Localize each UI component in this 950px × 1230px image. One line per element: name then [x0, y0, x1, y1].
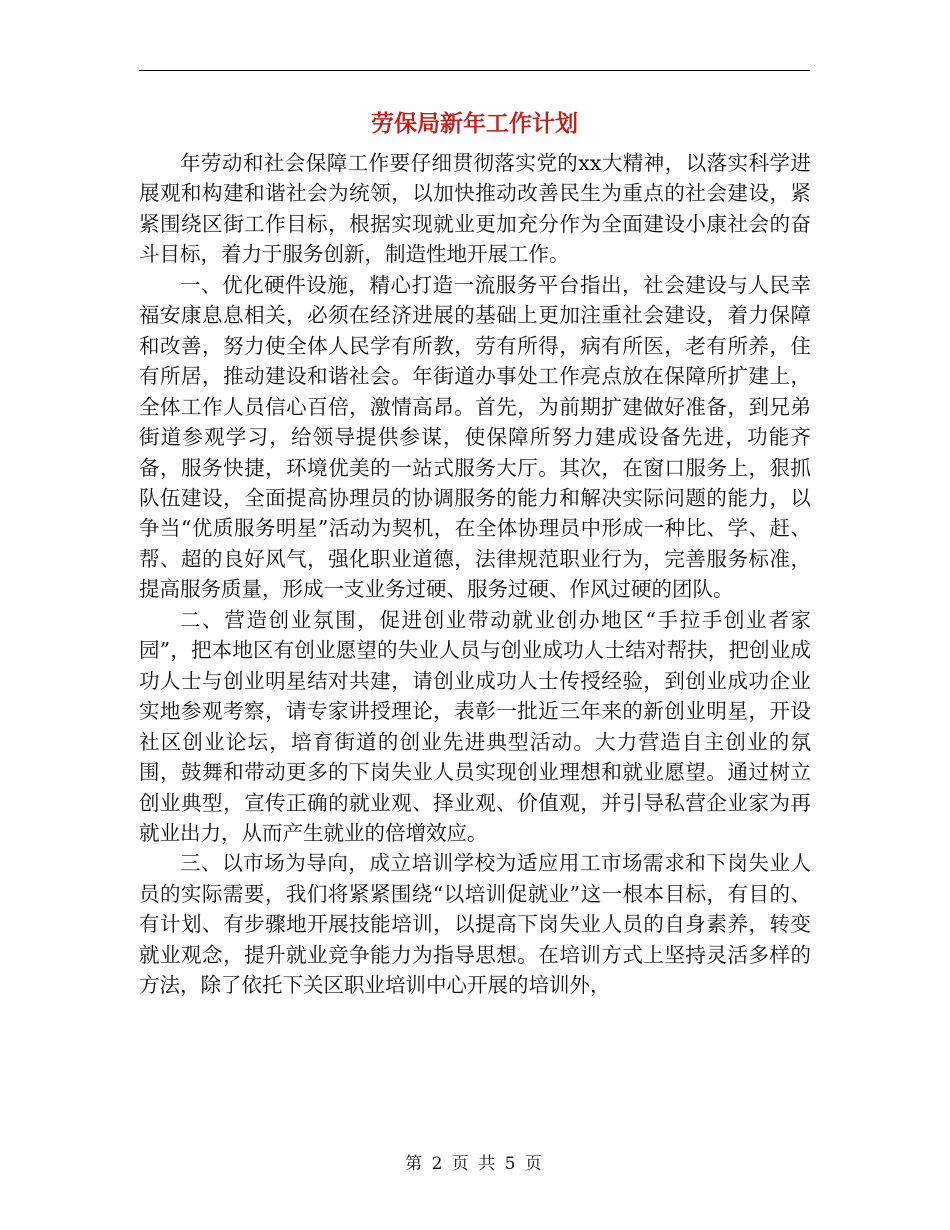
paragraph-section-1: 一、优化硬件设施，精心打造一流服务平台指出，社会建设与人民幸福安康息息相关，必须在经济进展的基础上更加注重社会建设，着力保障和改善，努力使全体人民学有所教，劳有所得，病有所医，老有所养，住有所居，推动建设和谐社会。年街道办事处工作亮点放在保障所扩建上，全体工作人员信心百倍，激情高昂。首先，为前期扩建做好准备，到兄弟街道参观学习，给领导提供参谋，使保障所努力建成设备先进，功能齐备，服务快捷，环境优美的一站式服务大厅。其次，在窗口服务上，狠抓队伍建设，全面提高协理员的协调服务的能力和解决实际问题的能力，以争当“优质服务明星”活动为契机，在全体协理员中形成一种比、学、赶、帮、超的良好风气，强化职业道德，法律规范职业行为，完善服务标准，提高服务质量，形成一支业务过硬、服务过硬、作风过硬的团队。	[139, 272, 811, 602]
paragraph-section-3: 三、以市场为导向，成立培训学校为适应用工市场需求和下岗失业人员的实际需要，我们将紧紧围绕“以培训促就业”这一根本目标，有目的、有计划、有步骤地开展技能培训，以提高下岗失业人员的自身素养，转变就业观念，提升就业竞争能力为指导思想。在培训方式上坚持灵活多样的方法，除了依托下关区职业培训中心开展的培训外，	[139, 851, 811, 998]
page-number-footer: 第 2 页 共 5 页	[405, 1154, 544, 1174]
paragraph-section-2: 二、营造创业氛围，促进创业带动就业创办地区“手拉手创业者家园”，把本地区有创业愿望的失业人员与创业成功人士结对帮扶，把创业成功人士与创业明星结对共建，请创业成功人士传授经验，到创业成功企业实地参观考察，请专家讲授理论，表彰一批近三年来的新创业明星，开设社区创业论坛，培育街道的创业先进典型活动。大力营造自主创业的氛围，鼓舞和带动更多的下岗失业人员实现创业理想和就业愿望。通过树立创业典型，宣传正确的就业观、择业观、价值观，并引导私营企业家为再就业出力，从而产生就业的倍增效应。	[139, 607, 811, 845]
header-rule	[139, 70, 810, 71]
document-title: 劳保局新年工作计划	[371, 111, 578, 137]
paragraph-intro: 年劳动和社会保障工作要仔细贯彻落实党的xx大精神，以落实科学进展观和构建和谐社会为统领，以加快推动改善民生为重点的社会建设，紧紧围绕区街工作目标，根据实现就业更加充分作为全面建设小康社会的奋斗目标，着力于服务创新，制造性地开展工作。	[139, 151, 811, 267]
document-body	[139, 148, 811, 1001]
